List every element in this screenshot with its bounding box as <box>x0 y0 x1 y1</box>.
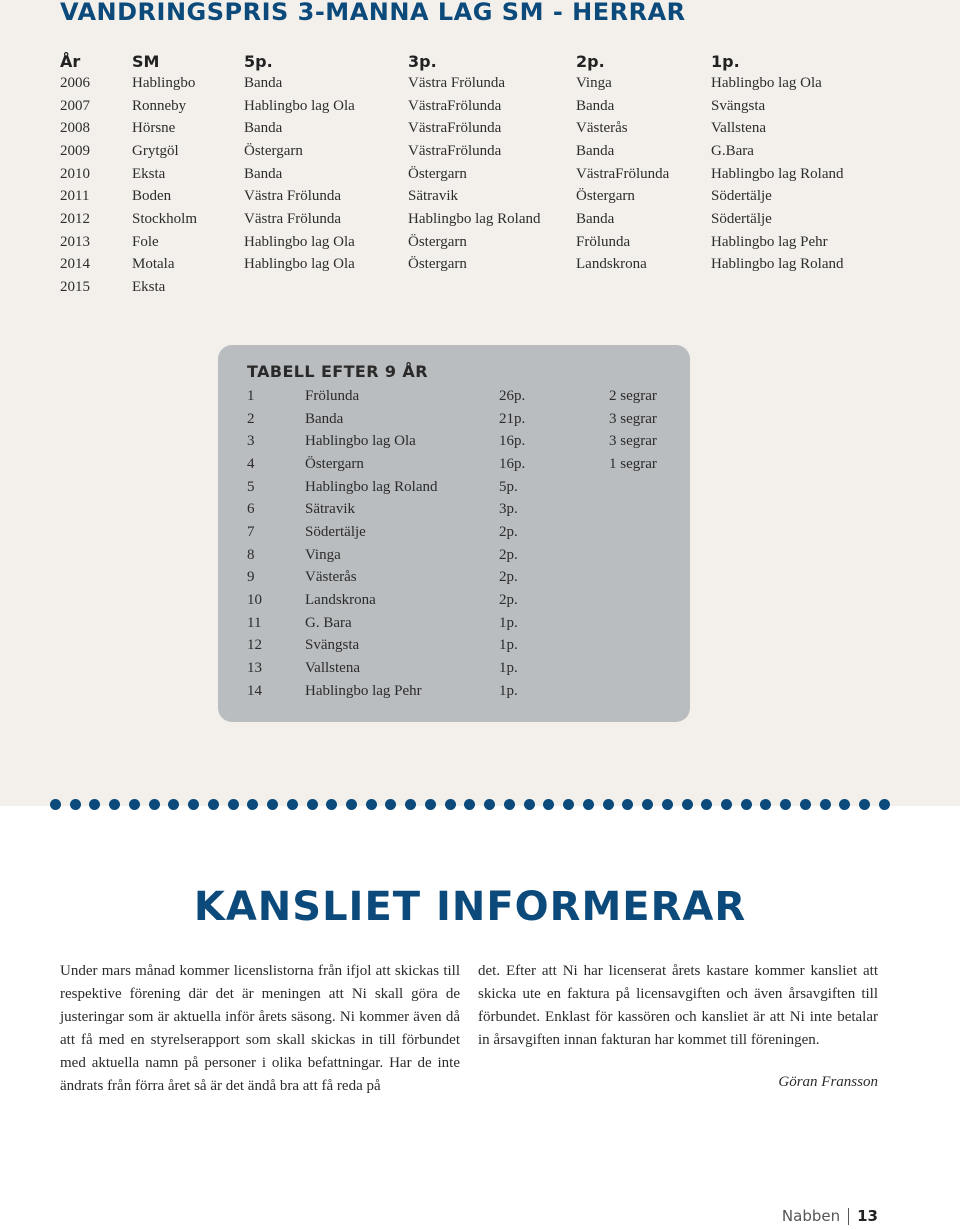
results-cell-year: 2012 <box>60 210 90 227</box>
divider-dot <box>820 799 831 810</box>
results-row <box>60 117 911 140</box>
results-cell-place-3p: Hablingbo lag Roland <box>408 210 541 227</box>
standings-title: TABELL EFTER 9 ÅR <box>247 362 428 381</box>
divider-dot <box>760 799 771 810</box>
results-row <box>60 254 911 277</box>
results-cell-place-1p: Svängsta <box>711 97 766 114</box>
results-cell-place-5p: Banda <box>244 165 283 182</box>
results-cell-year: 2015 <box>60 279 90 296</box>
standings-cell-rank: 13 <box>247 660 262 677</box>
divider-dot <box>425 799 436 810</box>
divider-dot <box>346 799 357 810</box>
divider-dot <box>307 799 318 810</box>
results-row <box>60 72 911 95</box>
results-cell-sm: Eksta <box>132 165 166 182</box>
results-cell-place-3p: VästraFrölunda <box>408 142 502 159</box>
standings-cell-team: Hablingbo lag Ola <box>305 433 416 450</box>
results-cell-place-2p: Östergarn <box>576 188 635 205</box>
divider-dot <box>109 799 120 810</box>
divider-dot <box>583 799 594 810</box>
results-cell-sm: Fole <box>132 233 159 250</box>
divider-dot <box>287 799 298 810</box>
standings-cell-points: 2p. <box>499 592 518 609</box>
standings-cell-team: Östergarn <box>305 455 364 472</box>
standings-cell-points: 3p. <box>499 501 518 518</box>
standings-cell-points: 1p. <box>499 660 518 677</box>
divider-dot <box>642 799 653 810</box>
results-cell-place-3p: VästraFrölunda <box>408 97 502 114</box>
standings-cell-team: Västerås <box>305 569 357 586</box>
standings-cell-wins: 3 segrar <box>609 433 657 450</box>
standings-cell-rank: 11 <box>247 614 262 631</box>
standings-cell-rank: 12 <box>247 637 262 654</box>
standings-row <box>247 430 669 453</box>
results-cell-place-5p: Banda <box>244 120 283 137</box>
article-column-left: Under mars månad kommer licenslistorna från ifjol att skickas till respektive förening där det är meningen att Ni skall göra de justeringar som är aktuella inför årets säsong. Ni kommer även då att få med en styrelserapport som skall skickas in till förbundet med aktuella namn på personer i olika befattningar. Har de inte ändrats från förra året så är det ändå bra att få reda på <box>60 963 460 1094</box>
standings-cell-points: 21p. <box>499 410 526 427</box>
results-cell-place-1p: Hablingbo lag Pehr <box>711 233 828 250</box>
results-cell-place-2p: Landskrona <box>576 256 647 273</box>
divider-dot <box>267 799 278 810</box>
standings-row <box>247 408 669 431</box>
standings-cell-wins <box>609 635 669 658</box>
results-cell-place-2p: Frölunda <box>576 233 631 250</box>
standings-cell-team: Hablingbo lag Roland <box>305 478 438 495</box>
results-header-row <box>60 50 911 72</box>
standings-cell-rank: 10 <box>247 592 262 609</box>
article-column-right: det. Efter att Ni har licenserat årets kastare kommer kansliet att skicka ute en faktura på licensavgiften och även årsavgiften till förbundet. Enklast för kassören och kansliet är att Ni inte betalar in årsavgiften innan fakturan har kommet till föreningen. <box>478 963 878 1048</box>
divider-dot <box>405 799 416 810</box>
divider-dot <box>524 799 535 810</box>
results-row <box>60 185 911 208</box>
standings-cell-rank: 6 <box>247 501 255 518</box>
results-cell-place-3p: Östergarn <box>408 165 467 182</box>
results-cell-place-2p: VästraFrölunda <box>576 165 670 182</box>
divider-dot <box>701 799 712 810</box>
standings-row <box>247 680 669 703</box>
standings-row <box>247 385 669 408</box>
divider-dot <box>247 799 258 810</box>
divider-dot <box>484 799 495 810</box>
divider-dot <box>50 799 61 810</box>
results-cell-sm: Motala <box>132 256 175 273</box>
divider-dot <box>879 799 890 810</box>
divider-dot <box>89 799 100 810</box>
standings-cell-points: 16p. <box>499 455 526 472</box>
standings-cell-rank: 1 <box>247 387 255 404</box>
divider-dot <box>208 799 219 810</box>
standings-row <box>247 521 669 544</box>
standings-cell-team: Frölunda <box>305 387 360 404</box>
results-cell-sm: Hablingbo <box>132 74 196 91</box>
standings-cell-wins <box>609 521 669 544</box>
results-cell-place-5p: Hablingbo lag Ola <box>244 256 355 273</box>
results-cell-place-2p: Vinga <box>576 74 612 91</box>
standings-cell-wins: 3 segrar <box>609 410 657 427</box>
standings-cell-rank: 14 <box>247 682 262 699</box>
results-cell-place-1p: Hablingbo lag Ola <box>711 74 822 91</box>
results-cell-place-1p: Vallstena <box>711 120 766 137</box>
standings-row <box>247 612 669 635</box>
standings-cell-wins: 1 segrar <box>609 455 657 472</box>
results-row <box>60 95 911 118</box>
standings-cell-points: 1p. <box>499 682 518 699</box>
header-year: År <box>60 51 81 71</box>
results-row <box>60 163 911 186</box>
results-cell-place-1p: Hablingbo lag Roland <box>711 256 844 273</box>
standings-cell-wins: 2 segrar <box>609 387 657 404</box>
author-signature: Göran Fransson <box>778 1074 878 1090</box>
standings-cell-team: Hablingbo lag Pehr <box>305 682 422 699</box>
standings-cell-points: 1p. <box>499 614 518 631</box>
standings-cell-wins <box>609 544 669 567</box>
standings-row <box>247 589 669 612</box>
results-cell-year: 2013 <box>60 233 90 250</box>
header-sm: SM <box>132 51 160 71</box>
results-cell-place-1p <box>711 276 911 299</box>
divider-dot <box>366 799 377 810</box>
header-2p: 2p. <box>576 51 605 71</box>
results-cell-sm: Hörsne <box>132 120 176 137</box>
header-5p: 5p. <box>244 51 273 71</box>
publication-name: Nabben <box>781 1207 841 1225</box>
results-cell-place-5p <box>244 276 408 299</box>
results-cell-year: 2008 <box>60 120 90 137</box>
results-cell-place-1p: Södertälje <box>711 188 772 205</box>
results-cell-place-3p: Östergarn <box>408 256 467 273</box>
standings-row <box>247 635 669 658</box>
results-row <box>60 208 911 231</box>
header-1p: 1p. <box>711 51 740 71</box>
results-cell-place-1p: Hablingbo lag Roland <box>711 165 844 182</box>
standings-cell-rank: 3 <box>247 433 255 450</box>
results-cell-place-5p: Hablingbo lag Ola <box>244 233 355 250</box>
standings-cell-points: 5p. <box>499 478 518 495</box>
results-cell-place-3p: VästraFrölunda <box>408 120 502 137</box>
results-cell-year: 2006 <box>60 74 90 91</box>
results-cell-sm: Grytgöl <box>132 142 179 159</box>
results-cell-year: 2010 <box>60 165 90 182</box>
standings-cell-points: 1p. <box>499 637 518 654</box>
page-footer <box>782 1207 878 1225</box>
divider-dot <box>149 799 160 810</box>
divider-dot <box>859 799 870 810</box>
divider-dot <box>464 799 475 810</box>
standings-cell-points: 26p. <box>499 387 526 404</box>
divider-dot <box>168 799 179 810</box>
divider-dot <box>188 799 199 810</box>
divider-dot <box>563 799 574 810</box>
standings-cell-team: Vinga <box>305 546 341 563</box>
results-cell-year: 2014 <box>60 256 90 273</box>
divider-dot <box>504 799 515 810</box>
results-cell-sm: Boden <box>132 188 172 205</box>
page-number: 13 <box>857 1207 878 1225</box>
standings-row <box>247 544 669 567</box>
results-row <box>60 276 911 299</box>
standings-box <box>218 345 690 722</box>
results-cell-place-5p: Östergarn <box>244 142 303 159</box>
divider-dot <box>326 799 337 810</box>
section-title: KANSLIET INFORMERAR <box>193 884 747 930</box>
divider-dot <box>603 799 614 810</box>
divider-dot <box>543 799 554 810</box>
standings-cell-points: 2p. <box>499 546 518 563</box>
divider-dot <box>721 799 732 810</box>
standings-cell-wins <box>609 589 669 612</box>
results-cell-year: 2011 <box>60 188 90 205</box>
standings-row <box>247 657 669 680</box>
results-cell-place-5p: Hablingbo lag Ola <box>244 97 355 114</box>
standings-cell-rank: 5 <box>247 478 255 495</box>
standings-cell-points: 2p. <box>499 523 518 540</box>
standings-cell-team: Vallstena <box>305 660 360 677</box>
results-table <box>60 50 911 299</box>
standings-cell-rank: 4 <box>247 455 255 472</box>
footer-separator <box>848 1208 849 1225</box>
results-cell-place-1p: G.Bara <box>711 142 754 159</box>
standings-cell-wins <box>609 612 669 635</box>
standings-cell-team: Landskrona <box>305 592 376 609</box>
standings-cell-team: G. Bara <box>305 614 352 631</box>
standings-cell-rank: 7 <box>247 523 255 540</box>
results-cell-sm: Stockholm <box>132 210 198 227</box>
standings-row <box>247 498 669 521</box>
divider-dot <box>800 799 811 810</box>
divider-dot <box>839 799 850 810</box>
results-cell-sm: Ronneby <box>132 97 187 114</box>
divider-dot <box>682 799 693 810</box>
results-cell-place-2p <box>576 276 711 299</box>
results-cell-year: 2007 <box>60 97 90 114</box>
divider-dot <box>780 799 791 810</box>
results-cell-place-2p: Banda <box>576 142 615 159</box>
results-cell-place-3p: Östergarn <box>408 233 467 250</box>
results-cell-place-1p: Södertälje <box>711 210 772 227</box>
results-cell-place-2p: Västerås <box>576 120 628 137</box>
results-cell-place-3p <box>408 276 576 299</box>
standings-cell-team: Banda <box>305 410 344 427</box>
standings-table <box>247 385 669 703</box>
standings-cell-rank: 8 <box>247 546 255 563</box>
results-cell-place-2p: Banda <box>576 97 615 114</box>
results-cell-sm: Eksta <box>132 279 166 296</box>
standings-cell-wins <box>609 657 669 680</box>
standings-cell-points: 16p. <box>499 433 526 450</box>
standings-cell-team: Sätravik <box>305 501 355 518</box>
divider-dot <box>445 799 456 810</box>
divider-dot <box>741 799 752 810</box>
header-3p: 3p. <box>408 51 437 71</box>
page-title: VANDRINGSPRIS 3-MANNA LAG SM - HERRAR <box>60 0 686 26</box>
standings-cell-wins <box>609 680 669 703</box>
results-cell-place-3p: Sätravik <box>408 188 458 205</box>
standings-row <box>247 567 669 590</box>
divider-dot <box>70 799 81 810</box>
divider-dot <box>385 799 396 810</box>
results-cell-year: 2009 <box>60 142 90 159</box>
standings-cell-rank: 2 <box>247 410 255 427</box>
dot-divider <box>50 797 890 811</box>
divider-dot <box>228 799 239 810</box>
standings-cell-wins <box>609 498 669 521</box>
standings-cell-wins <box>609 567 669 590</box>
results-cell-place-5p: Banda <box>244 74 283 91</box>
standings-cell-points: 2p. <box>499 569 518 586</box>
standings-row <box>247 476 669 499</box>
standings-cell-rank: 9 <box>247 569 255 586</box>
standings-row <box>247 453 669 476</box>
results-row <box>60 140 911 163</box>
divider-dot <box>662 799 673 810</box>
standings-cell-team: Södertälje <box>305 523 366 540</box>
divider-dot <box>622 799 633 810</box>
divider-dot <box>129 799 140 810</box>
results-cell-place-2p: Banda <box>576 210 615 227</box>
results-row <box>60 231 911 254</box>
standings-cell-wins <box>609 476 669 499</box>
results-cell-place-3p: Västra Frölunda <box>408 74 506 91</box>
standings-cell-team: Svängsta <box>305 637 360 654</box>
results-cell-place-5p: Västra Frölunda <box>244 188 342 205</box>
results-cell-place-5p: Västra Frölunda <box>244 210 342 227</box>
